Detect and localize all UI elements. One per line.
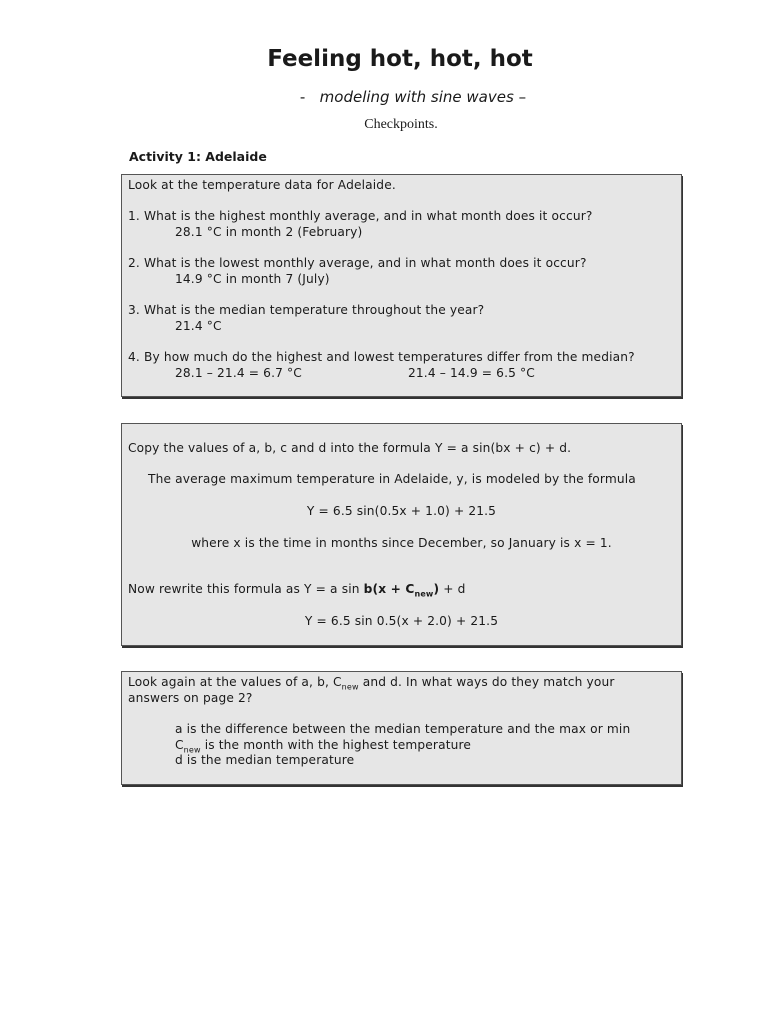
subtitle-text: modeling with sine waves bbox=[319, 88, 514, 106]
answer-3: 21.4 °C bbox=[175, 319, 222, 333]
q-pre: Look again at the values of a, b, C bbox=[128, 675, 342, 689]
answer-2: 14.9 °C in month 7 (July) bbox=[175, 272, 330, 286]
formula-2: Y = 6.5 sin 0.5(x + 2.0) + 21.5 bbox=[304, 614, 499, 628]
answer-c bbox=[175, 738, 471, 754]
q-post: and d. In what ways do they match your bbox=[358, 675, 615, 689]
rewrite-bold-sub: new bbox=[414, 589, 434, 599]
answer-1: 28.1 °C in month 2 (February) bbox=[175, 225, 363, 239]
rewrite-bold-post: ) bbox=[433, 582, 440, 596]
page-subtitle bbox=[0, 88, 768, 106]
formula-1: Y = 6.5 sin(0.5x + 1.0) + 21.5 bbox=[306, 504, 497, 518]
comparison-box bbox=[121, 671, 682, 785]
page-title: Feeling hot, hot, hot bbox=[267, 46, 533, 72]
formula-box bbox=[121, 423, 682, 646]
box1-intro: Look at the temperature data for Adelaide. bbox=[128, 178, 396, 192]
question-2: 2. What is the lowest monthly average, and in what month does it occur? bbox=[128, 256, 587, 270]
answer-4-left: 28.1 – 21.4 = 6.7 °C bbox=[175, 366, 302, 380]
rewrite-pre: Now rewrite this formula as Y = a sin bbox=[128, 582, 364, 596]
activity-heading: Activity 1: Adelaide bbox=[129, 149, 267, 164]
question-4: 4. By how much do the highest and lowest temperatures differ from the median? bbox=[128, 350, 635, 364]
question-3: 3. What is the median temperature throughout the year? bbox=[128, 303, 485, 317]
adelaide-questions-box bbox=[121, 174, 682, 397]
ans-c-main: C bbox=[175, 738, 184, 752]
subtitle-trail-dash: – bbox=[518, 88, 527, 106]
answer-4-right: 21.4 – 14.9 = 6.5 °C bbox=[408, 366, 535, 380]
rewrite-bold-pre: b(x + C bbox=[363, 582, 415, 596]
ans-c-sub: new bbox=[183, 745, 201, 755]
rewrite-post: + d bbox=[439, 582, 466, 596]
comparison-question bbox=[128, 675, 615, 691]
answer-d: d is the median temperature bbox=[175, 753, 355, 767]
model-line: The average maximum temperature in Adelaide, y, is modeled by the formula bbox=[148, 472, 636, 486]
where-line: where x is the time in months since December, so January is x = 1. bbox=[191, 536, 612, 550]
comparison-question-line2: answers on page 2? bbox=[128, 691, 253, 705]
subtitle-lead-dash: - bbox=[299, 88, 306, 106]
answer-a: a is the difference between the median temperature and the max or min bbox=[175, 722, 631, 736]
question-1: 1. What is the highest monthly average, and in what month does it occur? bbox=[128, 209, 593, 223]
ans-c-post: is the month with the highest temperature bbox=[200, 738, 472, 752]
checkpoints-label: Checkpoints. bbox=[364, 117, 438, 132]
copy-values-line: Copy the values of a, b, c and d into the formula Y = a sin(bx + c) + d. bbox=[128, 441, 572, 455]
q-sub: new bbox=[341, 682, 359, 692]
rewrite-line bbox=[128, 582, 466, 598]
